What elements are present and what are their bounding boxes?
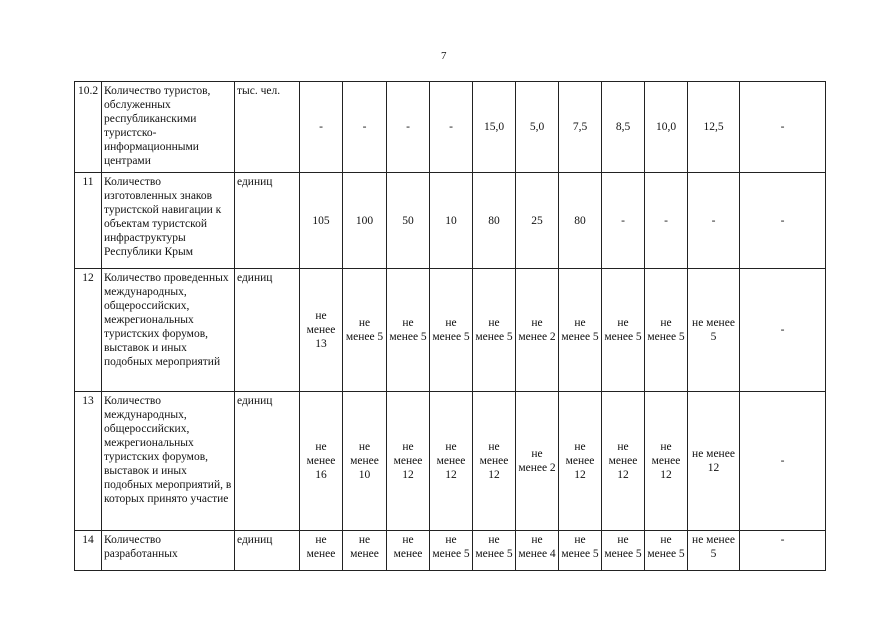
value-cell: не менее 12 <box>559 392 602 531</box>
indicator-name: Количество проведенных международных, общероссийских, межрегиональных туристских форумов, выставок и иных подобных мероприятий <box>102 269 235 392</box>
value-cell: не менее 2 <box>516 392 559 531</box>
value-cell: не менее 4 <box>516 531 559 571</box>
indicator-name: Количество разработанных <box>102 531 235 571</box>
value-cell: не менее 5 <box>602 269 645 392</box>
value-cell: не менее 12 <box>430 392 473 531</box>
value-cell: 80 <box>473 173 516 269</box>
row-number: 14 <box>75 531 102 571</box>
value-cell: не менее 12 <box>387 392 430 531</box>
value-cell: 80 <box>559 173 602 269</box>
value-cell: 15,0 <box>473 82 516 173</box>
value-cell: - <box>688 173 740 269</box>
value-cell: не менее 5 <box>473 531 516 571</box>
value-cell: 8,5 <box>602 82 645 173</box>
value-cell: 5,0 <box>516 82 559 173</box>
unit-cell: единиц <box>235 531 300 571</box>
value-cell: не менее 13 <box>300 269 343 392</box>
page-bottom-margin <box>0 572 891 639</box>
value-cell: не менее 5 <box>645 269 688 392</box>
table-row <box>75 269 826 392</box>
value-cell: - <box>602 173 645 269</box>
row-number: 10.2 <box>75 82 102 173</box>
unit-cell: единиц <box>235 392 300 531</box>
value-cell: 105 <box>300 173 343 269</box>
unit-cell: единиц <box>235 269 300 392</box>
value-cell: не менее 5 <box>430 531 473 571</box>
value-cell: 100 <box>343 173 387 269</box>
value-cell: - <box>645 173 688 269</box>
value-cell: не менее 12 <box>688 392 740 531</box>
value-cell: не менее 5 <box>559 269 602 392</box>
value-cell: - <box>740 269 826 392</box>
value-cell: не менее 5 <box>473 269 516 392</box>
table-row <box>75 173 826 269</box>
value-cell: 50 <box>387 173 430 269</box>
table-row <box>75 531 826 571</box>
value-cell: не менее 5 <box>688 531 740 571</box>
value-cell: - <box>740 173 826 269</box>
indicator-name: Количество международных, общероссийских, межрегиональных туристских форумов, выставок и иных подобных мероприятий, в которых принято участие <box>102 392 235 531</box>
value-cell: не менее 5 <box>559 531 602 571</box>
indicators-table <box>74 81 826 571</box>
value-cell: - <box>740 531 826 571</box>
value-cell: 7,5 <box>559 82 602 173</box>
unit-cell: тыс. чел. <box>235 82 300 173</box>
value-cell: не менее 10 <box>343 392 387 531</box>
value-cell: - <box>430 82 473 173</box>
value-cell: 12,5 <box>688 82 740 173</box>
value-cell: - <box>740 392 826 531</box>
row-number: 13 <box>75 392 102 531</box>
value-cell: не менее 5 <box>343 269 387 392</box>
row-number: 11 <box>75 173 102 269</box>
table-row <box>75 392 826 531</box>
indicator-name: Количество изготовленных знаков туристской навигации к объектам туристской инфраструктуры Республики Крым <box>102 173 235 269</box>
value-cell: не менее <box>387 531 430 571</box>
row-number: 12 <box>75 269 102 392</box>
value-cell: не менее 12 <box>473 392 516 531</box>
value-cell: не менее 16 <box>300 392 343 531</box>
value-cell: - <box>343 82 387 173</box>
value-cell: не менее 5 <box>387 269 430 392</box>
value-cell: - <box>300 82 343 173</box>
table-row <box>75 82 826 173</box>
value-cell: не менее 5 <box>688 269 740 392</box>
value-cell: 25 <box>516 173 559 269</box>
value-cell: не менее 5 <box>430 269 473 392</box>
value-cell: не менее 5 <box>602 531 645 571</box>
value-cell: не менее 5 <box>645 531 688 571</box>
value-cell: - <box>387 82 430 173</box>
value-cell: не менее <box>300 531 343 571</box>
value-cell: не менее 2 <box>516 269 559 392</box>
value-cell: не менее <box>343 531 387 571</box>
value-cell: 10,0 <box>645 82 688 173</box>
value-cell: - <box>740 82 826 173</box>
value-cell: не менее 12 <box>645 392 688 531</box>
unit-cell: единиц <box>235 173 300 269</box>
value-cell: 10 <box>430 173 473 269</box>
value-cell: не менее 12 <box>602 392 645 531</box>
indicator-name: Количество туристов, обслуженных республиканскими туристско-информационными центрами <box>102 82 235 173</box>
page-number: 7 <box>441 50 447 62</box>
